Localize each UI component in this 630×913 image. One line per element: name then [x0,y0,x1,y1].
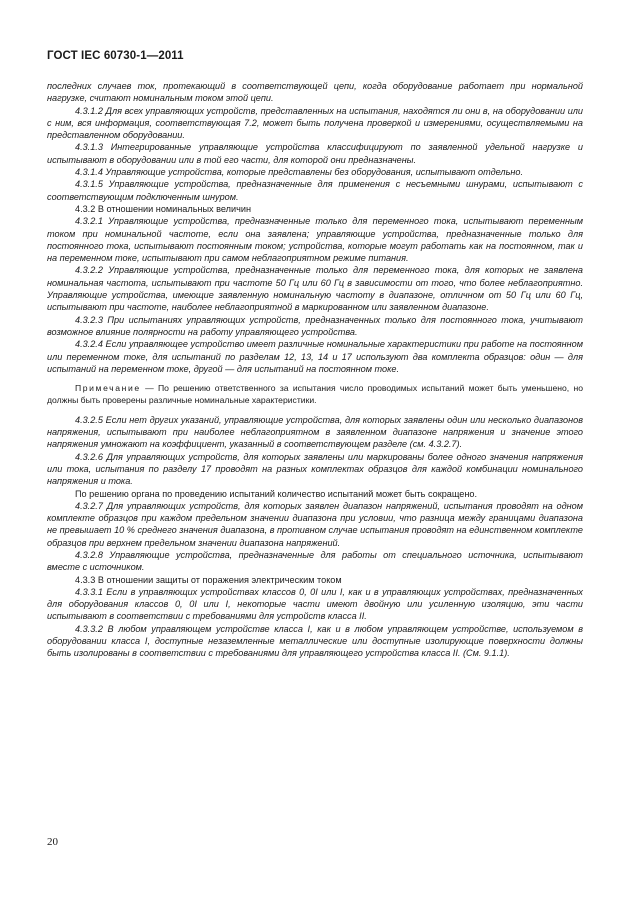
paragraph-4-3-2-2: 4.3.2.2 Управляющие устройства, предназначенные только для переменного тока, для которых не заявлена номинальная частота, испытывают при частоте 50 Гц или 60 Гц в зависимости от того, что более неблагоприятно. Управляющие устройства, имеющие заявленную номинальную частоту в диапазоне, отличном от 50 Гц или 60 Гц, испытывают при частоте, наиболее неблагоприятной в маркированном или заявленном диапазоне. [47,265,583,313]
paragraph-4-3-1-4: 4.3.1.4 Управляющие устройства, которые представлены без оборудования, испытывают отдельно. [75,167,523,178]
paragraph-4-3-2-6: 4.3.2.6 Для управляющих устройств, для которых заявлены или маркированы более одного значения напряжения или тока, испытания по разделу 17 проводят на разных комплектах образцов для каждой комбинации номинального напряжения и тока. [47,451,583,487]
note-block [47,382,583,407]
note-text: — По решению ответственного за испытания число проводимых испытаний может быть уменьшено, но должны быть проверены различные номинальные характеристики. [47,383,584,406]
paragraph-4-3-2-3: 4.3.2.3 При испытаниях управляющих устройств, предназначенных только для постоянного тока, учитывают возможное влияние полярности на работу управляющего устройства. [47,314,583,337]
document-body [47,80,583,660]
paragraph-4-3-3-2: 4.3.3.2 В любом управляющем устройстве класса I, как и в любом управляющем устройстве, используемом в оборудовании класса I, доступные незаземленные металлические или доступные изолирующие поверхности должны быть изолированы в соответствии с требованиями для управляющего устройства класса II. (См. 9.1.1). [47,623,583,659]
note-label: Примечание [75,383,141,394]
paragraph-4-3-2-5: 4.3.2.5 Если нет других указаний, управляющие устройства, для которых заявлены один или несколько диапазонов напряжения, испытывают при наиболее неблагоприятном в заявленном диапазоне напряжения и значение этого напряжения умножают на коэффициент, указанный в соответствующем разделе (см. 4.3.2.7). [47,414,583,450]
paragraph-4-3-3-1: 4.3.3.1 Если в управляющих устройствах классов 0, 0I или I, как и в управляющих устройствах, предназначенных для оборудования классов 0, 0I или I, некоторые части имеют двойную или усиленную изоляцию, эти части испытывают в соответствии с требованиями для устройств класса II. [47,586,583,622]
paragraph-continuation: последних случаев ток, протекающий в соответствующей цепи, когда оборудование работает при нормальной нагрузке, считают номинальным током этой цепи. [47,81,583,104]
paragraph-4-3-1-5: 4.3.1.5 Управляющие устройства, предназначенные для применения с несъемными шнурами, испытывают с соответствующим подключенным шнуром. [47,179,583,202]
paragraph-4-3-1-2: 4.3.1.2 Для всех управляющих устройств, представленных на испытания, находятся ли они в, на оборудовании или с ним, вся информация, соответствующая 7.2, может быть получена проверкой и измерениями, осуществляемыми на представленном оборудовании. [47,105,583,141]
section-heading-4-3-2: 4.3.2 В отношении номинальных величин [75,203,251,214]
document-header: ГОСТ IEC 60730-1—2011 [47,50,184,62]
paragraph-4-3-2-4: 4.3.2.4 Если управляющее устройство имеет различные номинальные характеристики при работе на постоянном или переменном токе, для испытаний по разделам 12, 13, 14 и 17 используют два комплекта образцов: один — для испытаний на переменном токе, другой — для испытаний на постоянном токе. [47,339,583,374]
paragraph-4-3-2-7: 4.3.2.7 Для управляющих устройств, для которых заявлен диапазон напряжений, испытания проводят на одном комплекте образцов при каждом предельном значении диапазона при условии, что разница между границами диапазона не превышает 10 % среднего значения диапазона, в противном случае испытания проводят на единственном комплекте образцов при верхнем предельном значении диапазона напряжений. [47,500,583,548]
paragraph-4-3-2-8: 4.3.2.8 Управляющие устройства, предназначенные для работы от специального источника, испытывают вместе с источником. [47,549,583,573]
section-heading-4-3-3: 4.3.3 В отношении защиты от поражения электрическим током [75,574,342,585]
page-number: 20 [47,836,58,848]
paragraph-reduction: По решению органа по проведению испытаний количество испытаний может быть сокращено. [75,488,477,499]
paragraph-4-3-2-1: 4.3.2.1 Управляющие устройства, предназначенные только для переменного тока, испытывают переменным током при номинальной частоте, если она заявлена; управляющие устройства, предназначенные только для постоянного тока, испытывают постоянным током; устройства, которые могут работать как на постоянном, так и на переменном токе, испытывают при самом неблагоприятном режиме питания. [47,216,583,264]
paragraph-4-3-1-3: 4.3.1.3 Интегрированные управляющие устройства классифицируют по заявленной удельной нагрузке и испытывают в оборудовании или в той его части, для которой они предназначены. [47,142,583,165]
